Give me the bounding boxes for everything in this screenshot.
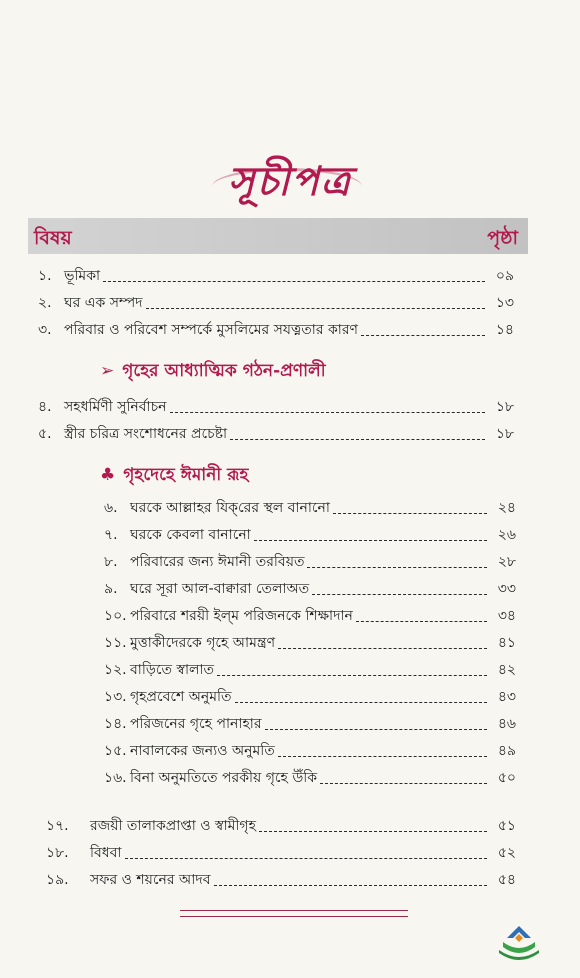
leader-dots bbox=[278, 756, 487, 757]
entry-title: ঘরকে কেবলা বানানো bbox=[130, 527, 251, 543]
entry-page: ৫০ bbox=[497, 770, 516, 786]
entry-title: পরিবারের জন্য ঈমানী তরবিয়ত bbox=[130, 554, 305, 570]
entry-title: নাবালকের জন্যও অনুমতি bbox=[130, 743, 275, 759]
toc-entry[interactable] bbox=[38, 289, 514, 315]
leader-dots bbox=[230, 439, 485, 440]
entry-title: বাড়িতে স্বালাত bbox=[130, 662, 215, 678]
toc-entry[interactable] bbox=[46, 866, 516, 892]
entry-number: ১. bbox=[38, 268, 52, 284]
entry-number: ১২. bbox=[104, 662, 127, 678]
section-title: গৃহদেহে ঈমানী রূহ bbox=[123, 465, 249, 485]
entry-number: ২. bbox=[38, 295, 52, 311]
entry-page: ১৮ bbox=[495, 399, 514, 415]
section-heading-spiritual bbox=[100, 358, 326, 386]
toc-entry[interactable] bbox=[104, 683, 516, 709]
section-title: গৃহের আধ্যাত্মিক গঠন-প্রণালী bbox=[122, 361, 326, 381]
toc-entry[interactable] bbox=[46, 812, 516, 838]
entry-page: ৩৪ bbox=[497, 608, 516, 624]
leader-dots bbox=[146, 308, 485, 309]
entry-number: ৮. bbox=[104, 554, 118, 570]
entry-number: ১৪. bbox=[104, 716, 127, 732]
divider bbox=[180, 910, 408, 911]
entry-title: ঘরে সূরা আল-বাক্বারা তেলাঅত bbox=[130, 581, 310, 597]
entry-number: ১৮. bbox=[46, 845, 69, 861]
entry-page: ১৪ bbox=[495, 322, 514, 338]
entry-title: পরিবারে শরয়ী ইল্‌ম পরিজনকে শিক্ষাদান bbox=[130, 608, 353, 624]
entry-page: ০৯ bbox=[495, 268, 514, 284]
toc-entry[interactable] bbox=[104, 737, 516, 763]
leader-dots bbox=[217, 675, 487, 676]
entry-number: ৬. bbox=[104, 500, 118, 516]
entry-number: ৭. bbox=[104, 527, 118, 543]
entry-number: ১১. bbox=[104, 635, 127, 651]
entry-page: ৪৯ bbox=[497, 743, 516, 759]
header-page: পৃষ্ঠা bbox=[487, 227, 518, 249]
entry-page: ৪২ bbox=[497, 662, 516, 678]
toc-entry[interactable] bbox=[104, 656, 516, 682]
entry-number: ১৭. bbox=[46, 818, 69, 834]
arrow-icon: ➢ bbox=[100, 361, 115, 381]
leader-dots bbox=[214, 885, 487, 886]
entry-number: ১৯. bbox=[46, 872, 69, 888]
entry-number: ১৩. bbox=[104, 689, 127, 705]
entry-number: ৫. bbox=[38, 426, 52, 442]
toc-entry[interactable] bbox=[38, 393, 514, 419]
entry-number: ১৬. bbox=[104, 770, 127, 786]
section-heading-iman bbox=[100, 462, 248, 490]
leader-dots bbox=[312, 594, 487, 595]
page-title: সূচীপত্র bbox=[228, 158, 352, 205]
toc-header-bar bbox=[28, 218, 528, 254]
entry-page: ১৩ bbox=[495, 295, 514, 311]
entry-title: ঘরকে আল্লাহর যিক্‌রের স্থল বানানো bbox=[130, 500, 330, 516]
entry-page: ৩৩ bbox=[497, 581, 516, 597]
toc-entry[interactable] bbox=[38, 420, 514, 446]
entry-page: ২৪ bbox=[497, 500, 516, 516]
entry-page: ১৮ bbox=[495, 426, 514, 442]
leader-dots bbox=[320, 783, 487, 784]
entry-title: রজয়ী তালাকপ্রাপ্তা ও স্বামীগৃহ bbox=[90, 818, 256, 834]
leader-dots bbox=[170, 412, 485, 413]
entry-number: ৯. bbox=[104, 581, 118, 597]
entry-title: ভূমিকা bbox=[64, 268, 101, 284]
toc-entry[interactable] bbox=[104, 548, 516, 574]
divider bbox=[180, 916, 408, 917]
entry-page: ৫৪ bbox=[497, 872, 516, 888]
entry-number: ১০. bbox=[104, 608, 127, 624]
leader-dots bbox=[278, 648, 487, 649]
entry-title: ঘর এক সম্পদ bbox=[64, 295, 143, 311]
toc-entry[interactable] bbox=[104, 710, 516, 736]
toc-entry[interactable] bbox=[104, 629, 516, 655]
toc-entry[interactable] bbox=[38, 262, 514, 288]
toc-entry[interactable] bbox=[46, 839, 516, 865]
entry-page: ২৮ bbox=[497, 554, 516, 570]
entry-title: পরিজনের গৃহে পানাহার bbox=[130, 716, 262, 732]
leader-dots bbox=[361, 335, 485, 336]
entry-title: মুত্তাকীদেরকে গৃহে আমন্ত্রণ bbox=[130, 635, 276, 651]
entry-page: ৫১ bbox=[497, 818, 516, 834]
entry-number: ১৫. bbox=[104, 743, 127, 759]
toc-entry[interactable] bbox=[104, 494, 516, 520]
entry-page: ৫২ bbox=[497, 845, 516, 861]
leader-dots bbox=[103, 281, 485, 282]
leader-dots bbox=[254, 540, 487, 541]
leader-dots bbox=[125, 858, 488, 859]
toc-entry[interactable] bbox=[104, 575, 516, 601]
leader-dots bbox=[235, 702, 487, 703]
entry-page: ৪১ bbox=[497, 635, 516, 651]
entry-page: ২৬ bbox=[497, 527, 516, 543]
entry-title: বিধবা bbox=[90, 845, 122, 861]
header-subject: বিষয় bbox=[34, 227, 72, 249]
entry-title: সফর ও শয়নের আদব bbox=[90, 872, 211, 888]
entry-title: বিনা অনুমতিতে পরকীয় গৃহে উঁকি bbox=[130, 770, 318, 786]
entry-page: ৪৬ bbox=[497, 716, 516, 732]
leader-dots bbox=[265, 729, 487, 730]
club-icon: ♣ bbox=[100, 465, 116, 485]
entry-title: স্ত্রীর চরিত্র সংশোধনের প্রচেষ্টা bbox=[64, 426, 228, 442]
entry-number: ৪. bbox=[38, 399, 52, 415]
leader-dots bbox=[259, 831, 487, 832]
publisher-logo-icon bbox=[495, 920, 543, 962]
toc-entry[interactable] bbox=[38, 316, 514, 342]
entry-title: গৃহপ্রবেশে অনুমতি bbox=[130, 689, 232, 705]
leader-dots bbox=[356, 621, 487, 622]
toc-entry[interactable] bbox=[104, 521, 516, 547]
entry-number: ৩. bbox=[38, 322, 52, 338]
title-flourish bbox=[212, 168, 362, 205]
entry-title: পরিবার ও পরিবেশ সম্পর্কে মুসলিমের সযত্নতার কারণ bbox=[64, 322, 358, 338]
entry-title: সহধর্মিণী সুনির্বাচন bbox=[64, 399, 167, 415]
leader-dots bbox=[333, 513, 487, 514]
toc-entry[interactable] bbox=[104, 602, 516, 628]
entry-page: ৪৩ bbox=[497, 689, 516, 705]
toc-entry[interactable] bbox=[104, 764, 516, 790]
leader-dots bbox=[307, 567, 487, 568]
